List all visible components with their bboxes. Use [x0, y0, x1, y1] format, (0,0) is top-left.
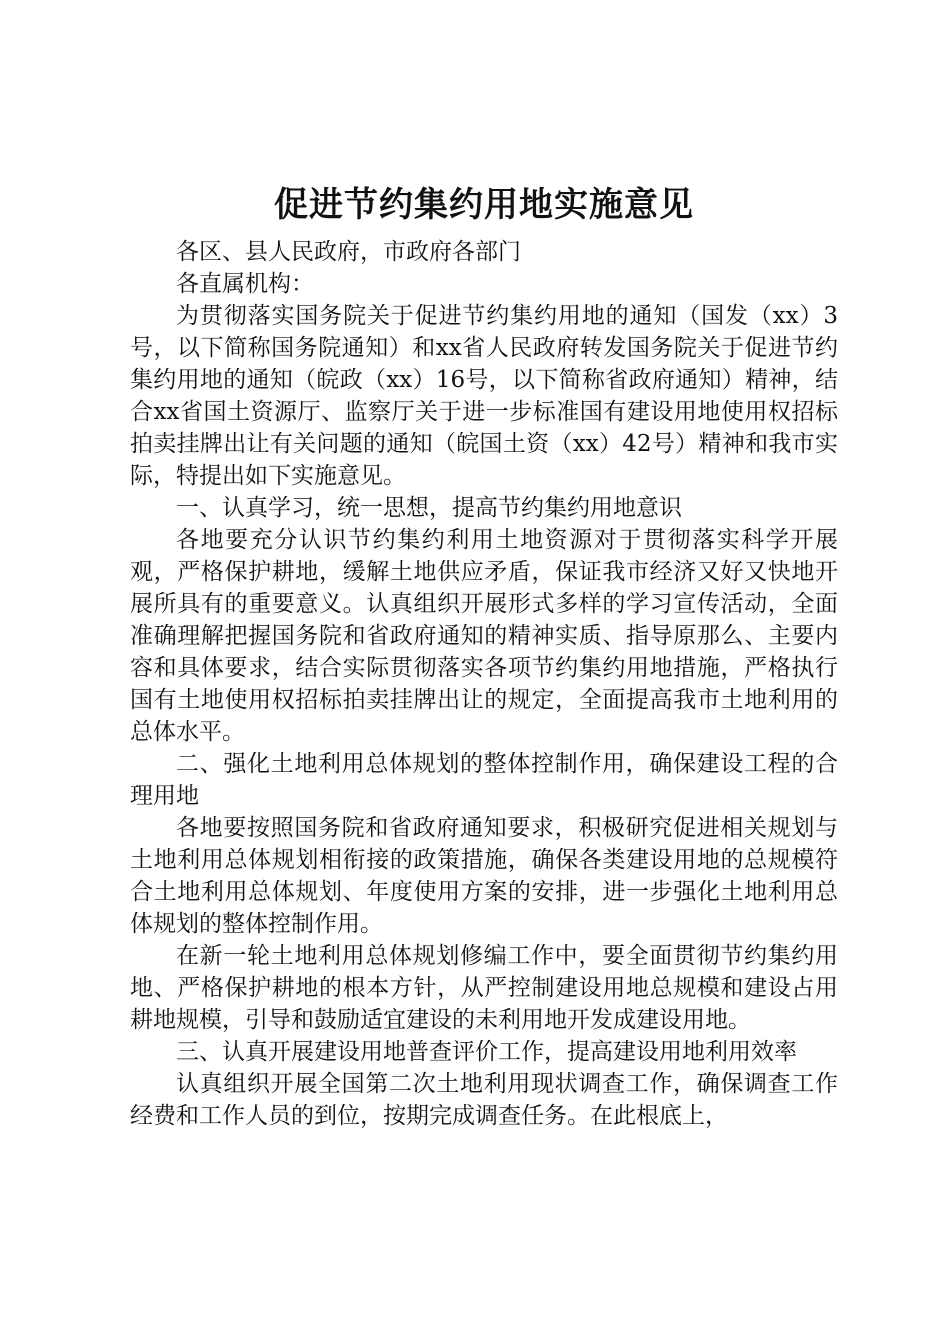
- paragraph-body-4: 认真组织开展全国第二次土地利用现状调查工作，确保调查工作经费和工作人员的到位，按期完成调查任务。在此根底上，: [130, 1071, 838, 1129]
- document-title: 促进节约集约用地实施意见: [274, 185, 694, 225]
- paragraph-body-1: 各地要充分认识节约集约利用土地资源对于贯彻落实科学开展观，严格保护耕地，缓解土地供应矛盾，保证我市经济又好又快地开展所具有的重要意义。认真组织开展形式多样的学习宣传活动，全面准确理解把握国务院和省政府通知的精神实质、指导原那么、主要内容和具体要求，结合实际贯彻落实各项节约集约用地措施，严格执行国有土地使用权招标拍卖挂牌出让的规定，全面提高我市土地利用的总体水平。: [130, 527, 838, 745]
- paragraph-addressee-2: 各直属机构：: [176, 271, 314, 297]
- section-heading-2: 二、强化土地利用总体规划的整体控制作用，确保建设工程的合理用地: [130, 751, 838, 809]
- paragraph-intro: 为贯彻落实国务院关于促进节约集约用地的通知（国发（xx）3号，以下简称国务院通知）和xx省人民政府转发国务院关于促进节约集约用地的通知（皖政（xx）16号，以下简称省政府通知）精神，结合xx省国土资源厅、监察厅关于进一步标准国有建设用地使用权招标拍卖挂牌出让有关问题的通知（皖国土资（xx）42号）精神和我市实际，特提出如下实施意见。: [130, 303, 838, 489]
- section-heading-1: 一、认真学习，统一思想，提高节约集约用地意识: [176, 495, 682, 521]
- paragraph-body-3: 在新一轮土地利用总体规划修编工作中，要全面贯彻节约集约用地、严格保护耕地的根本方针，从严控制建设用地总规模和建设占用耕地规模，引导和鼓励适宜建设的未利用地开发成建设用地。: [130, 943, 838, 1033]
- paragraph-addressee: 各区、县人民政府，市政府各部门: [176, 239, 521, 265]
- section-heading-3: 三、认真开展建设用地普查评价工作，提高建设用地利用效率: [176, 1039, 797, 1065]
- paragraph-body-2: 各地要按照国务院和省政府通知要求，积极研究促进相关规划与土地利用总体规划相衔接的政策措施，确保各类建设用地的总规模符合土地利用总体规划、年度使用方案的安排，进一步强化土地利用总体规划的整体控制作用。: [130, 815, 838, 937]
